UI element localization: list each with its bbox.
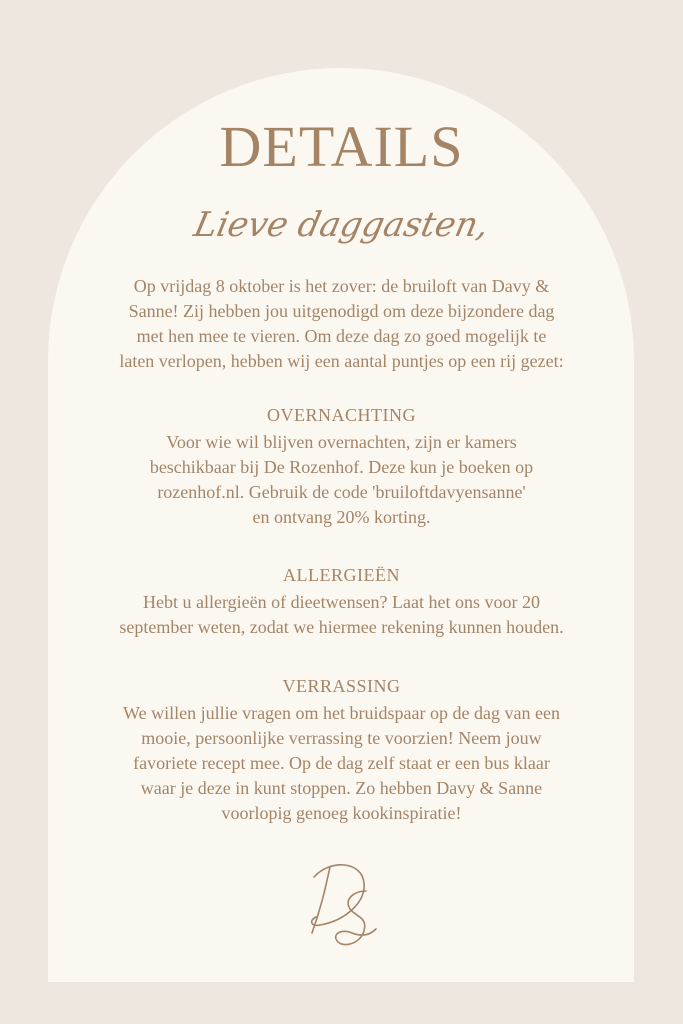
section-line: voorlopig genoeg kookinspiratie! [221, 803, 462, 823]
section-body-overnachting [0, 430, 683, 530]
intro-line: laten verlopen, hebben wij een aantal puntjes op een rij gezet: [119, 351, 564, 371]
section-line: rozenhof.nl. Gebruik de code 'bruiloftdavyensanne' [157, 482, 526, 502]
ds-monogram-logo [300, 855, 384, 955]
page-title: DETAILS [219, 114, 464, 179]
section-line: Voor wie wil blijven overnachten, zijn er kamers [166, 432, 517, 452]
section-line: september weten, zodat we hiermee rekening kunnen houden. [119, 617, 564, 637]
section-body-verrassing [0, 701, 683, 826]
section-body-allergieen [0, 590, 683, 640]
section-line: favoriete recept mee. Op de dag zelf staat er een bus klaar [133, 753, 550, 773]
section-line: mooie, persoonlijke verrassing te voorzien! Neem jouw [141, 728, 542, 748]
section-line: waar je deze in kunt stoppen. Zo hebben Davy & Sanne [140, 778, 543, 798]
section-title-allergieen: ALLERGIEËN [283, 565, 400, 585]
greeting: Lieve daggasten, [190, 205, 493, 245]
section-title-overnachting: OVERNACHTING [267, 405, 416, 425]
section-line: beschikbaar bij De Rozenhof. Deze kun je boeken op [149, 457, 534, 477]
section-line: Hebt u allergieën of dieetwensen? Laat het ons voor 20 [142, 592, 541, 612]
section-line: We willen jullie vragen om het bruidspaar op de dag van een [123, 703, 560, 723]
intro-line: Op vrijdag 8 oktober is het zover: de bruiloft van Davy & [133, 276, 550, 296]
intro-line: met hen mee te vieren. Om deze dag zo goed mogelijk te [136, 326, 547, 346]
intro-paragraph [0, 274, 683, 374]
section-line: en ontvang 20% korting. [252, 507, 431, 527]
intro-line: Sanne! Zij hebben jou uitgenodigd om deze bijzondere dag [128, 301, 555, 321]
section-title-verrassing: VERRASSING [282, 676, 401, 696]
